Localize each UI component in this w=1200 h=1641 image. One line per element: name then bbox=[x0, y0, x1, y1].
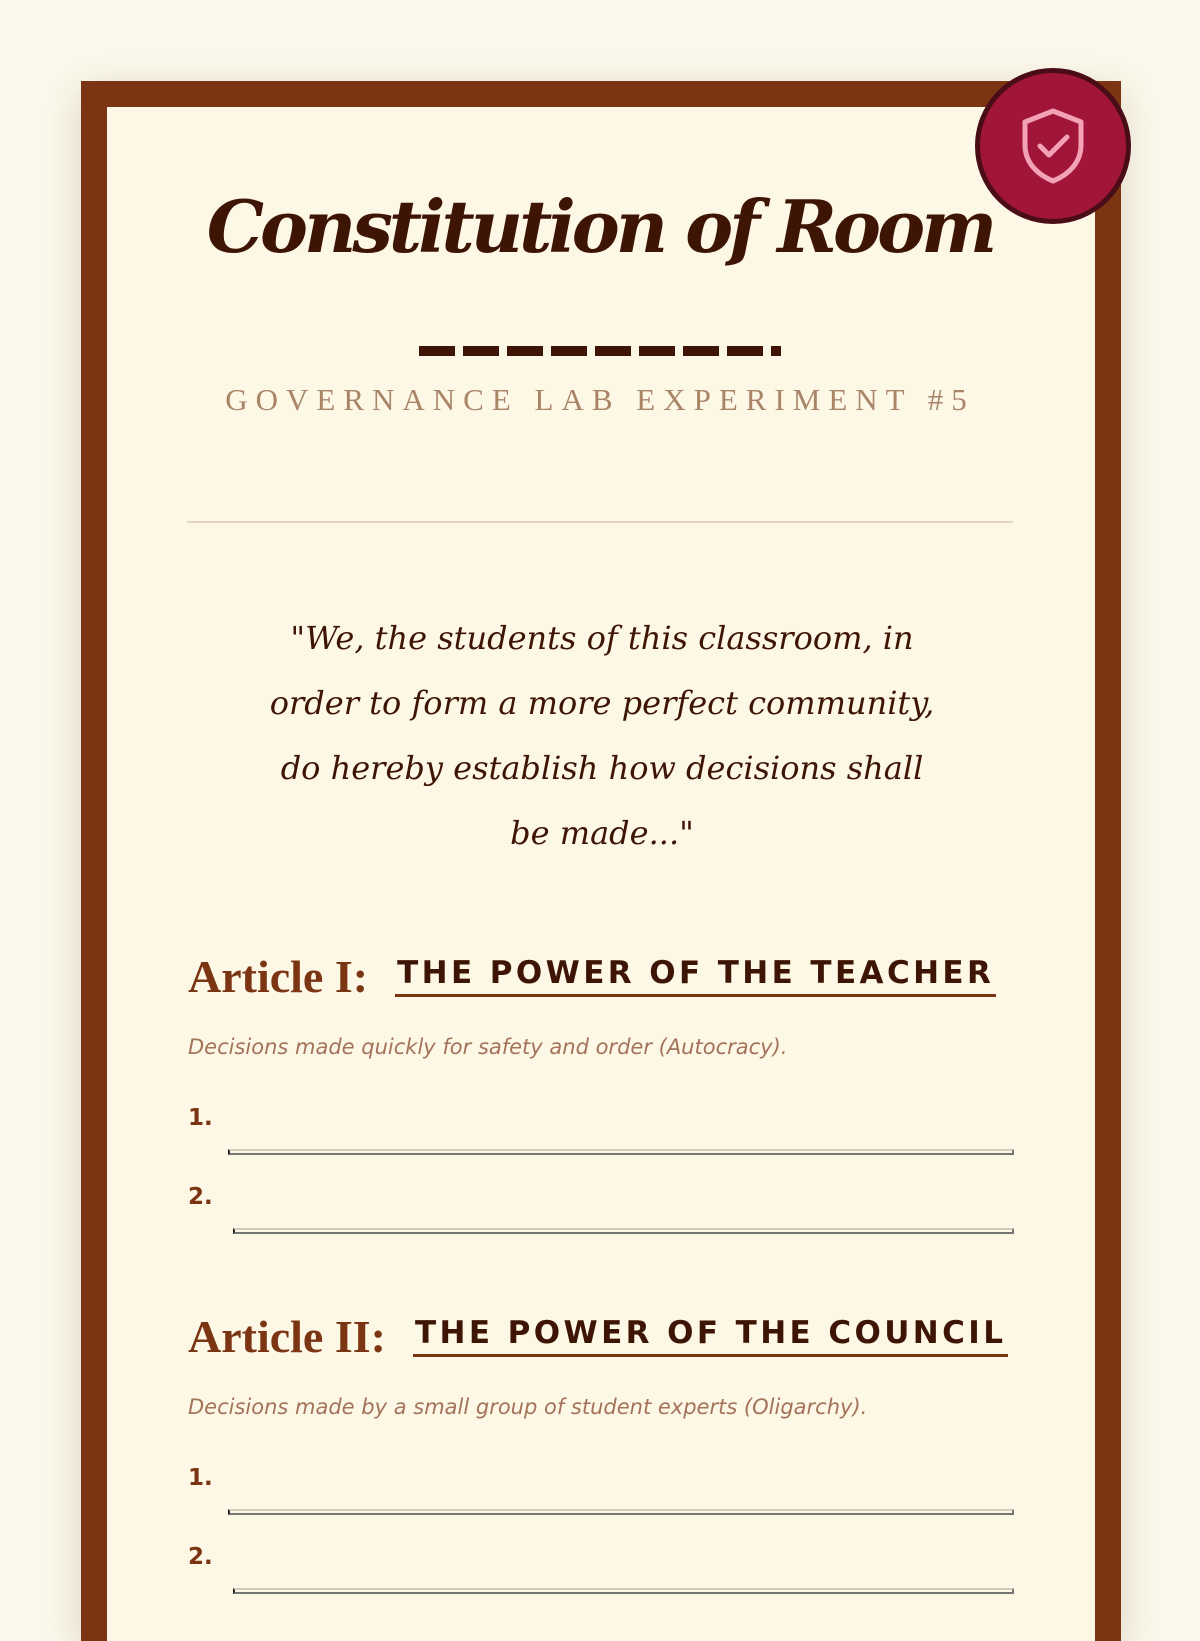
article-1-name: THE POWER OF THE TEACHER bbox=[395, 956, 996, 997]
article-1-description: Decisions made quickly for safety and order (Autocracy). bbox=[188, 1035, 788, 1059]
article-2-rule-1-field[interactable] bbox=[228, 1509, 1014, 1515]
article-2-name: THE POWER OF THE COUNCIL bbox=[413, 1316, 1008, 1357]
article-2-description: Decisions made by a small group of student experts (Oligarchy). bbox=[188, 1395, 868, 1419]
page-subtitle: GOVERNANCE LAB EXPERIMENT #5 bbox=[225, 382, 975, 417]
page-title: Constitution of Room bbox=[206, 184, 994, 269]
seal-badge bbox=[975, 68, 1131, 224]
rule-number: 2. bbox=[188, 1184, 213, 1210]
header-divider bbox=[187, 521, 1013, 523]
rule-number: 2. bbox=[188, 1544, 213, 1570]
article-2-rule-2 bbox=[188, 1544, 1014, 1590]
article-1-rule-2-field[interactable] bbox=[233, 1228, 1014, 1234]
room-number-blank[interactable] bbox=[419, 346, 781, 356]
article-2-heading bbox=[188, 1310, 1008, 1363]
article-1-rule-1 bbox=[188, 1105, 1014, 1151]
shield-check-icon bbox=[1018, 107, 1088, 185]
article-1-label: Article I: bbox=[188, 951, 369, 1002]
article-2-rule-2-field[interactable] bbox=[233, 1588, 1014, 1594]
article-1-heading bbox=[188, 950, 996, 1003]
rule-number: 1. bbox=[188, 1105, 213, 1131]
preamble-text: "We, the students of this classroom, in order to form a more perfect community, do hereby establish how decisions shall be made..." bbox=[269, 619, 935, 852]
article-1-rule-2 bbox=[188, 1184, 1014, 1230]
article-2-rule-1 bbox=[188, 1465, 1014, 1511]
article-1-rule-1-field[interactable] bbox=[228, 1149, 1014, 1155]
article-2-label: Article II: bbox=[188, 1311, 386, 1362]
rule-number: 1. bbox=[188, 1465, 213, 1491]
